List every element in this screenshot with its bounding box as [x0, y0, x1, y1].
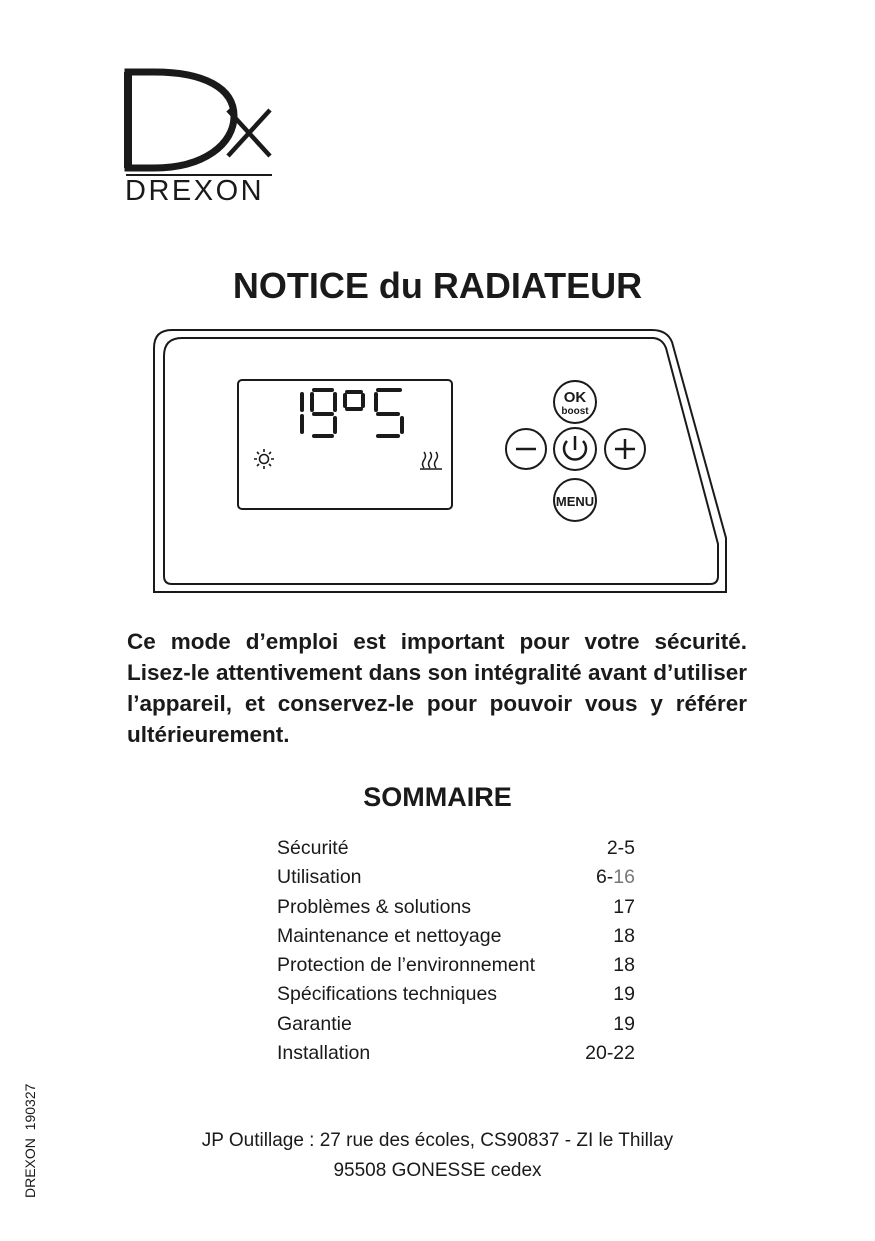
toc-item: [277, 893, 635, 922]
toc-item: [277, 951, 635, 980]
toc-pages: 19: [613, 1012, 635, 1035]
toc-label: Utilisation: [277, 866, 362, 889]
power-button: [554, 428, 596, 470]
toc-item: [277, 1039, 635, 1068]
document-reference: DREXON 190327: [22, 1083, 38, 1198]
toc-pages-start: 6-: [595, 866, 614, 889]
toc-item: [277, 863, 635, 892]
toc-item: [277, 1010, 635, 1039]
toc-label: Garantie: [277, 1012, 352, 1035]
toc-pages: 2-5: [606, 837, 635, 859]
boost-label: boost: [561, 406, 589, 417]
intro-paragraph: Ce mode d’emploi est important pour votre sécurité. Lisez-le attentivement dans son intégralité avant d’utiliser l’appareil, et conservez-le pour pouvoir vous y référer ultérieurement.: [127, 629, 747, 747]
toc-pages: [596, 863, 635, 892]
toc-pages: 20-22: [585, 1042, 635, 1065]
menu-label: MENU: [555, 494, 595, 509]
toc-label: Maintenance et nettoyage: [277, 924, 502, 947]
toc-pages: 19: [613, 983, 635, 1006]
toc-pages: 17: [613, 895, 635, 918]
minus-button: [506, 429, 546, 469]
dx-logo-mark: [124, 68, 274, 172]
toc-pages: 18: [613, 924, 635, 947]
company-address: [0, 1126, 875, 1186]
toc-item: [277, 922, 635, 951]
toc-pages: 18: [613, 954, 635, 977]
control-panel-illustration: [152, 328, 732, 601]
toc-pages-end: 16: [613, 866, 635, 889]
toc-title: SOMMAIRE: [363, 782, 512, 812]
toc-label: Problèmes & solutions: [277, 895, 472, 918]
toc-label: Sécurité: [277, 837, 349, 859]
address-line-1: JP Outillage : 27 rue des écoles, CS90837 - ZI le Thillay: [201, 1130, 674, 1151]
table-of-contents: [277, 834, 635, 1068]
toc-label: Protection de l’environnement: [277, 954, 535, 977]
page-title: NOTICE du RADIATEUR: [232, 265, 643, 306]
toc-item: [277, 834, 635, 863]
toc-label: Spécifications techniques: [277, 983, 498, 1006]
address-line-2: 95508 GONESSE cedex: [333, 1160, 542, 1181]
brand-logo: [124, 68, 274, 208]
ok-label: OK: [563, 389, 587, 406]
toc-item: [277, 980, 635, 1009]
plus-button: [605, 429, 645, 469]
brand-name: DREXON: [125, 175, 265, 207]
toc-label: Installation: [277, 1042, 371, 1065]
